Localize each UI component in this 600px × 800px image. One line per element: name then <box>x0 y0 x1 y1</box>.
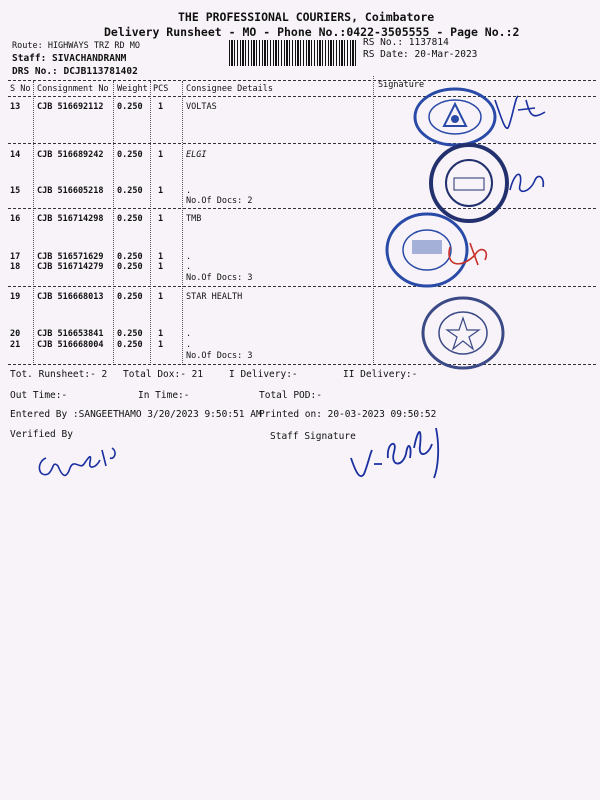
table-row: 16 CJB 516714298 0.250 1 TMB <box>10 214 202 224</box>
col-consignment: Consignment No <box>37 84 109 94</box>
i-delivery: I Delivery:- <box>229 369 298 380</box>
ii-delivery: II Delivery:- <box>343 369 418 380</box>
table-row: 15 CJB 516605218 0.250 1 . <box>10 186 192 196</box>
col-sno: S No <box>10 84 31 94</box>
table-row: 21 CJB 516668004 0.250 1 . <box>10 340 192 350</box>
table-row: 18 CJB 516714279 0.250 1 . <box>10 262 192 272</box>
company-title: THE PROFESSIONAL COURIERS, Coimbatore <box>178 10 435 24</box>
docs-count: No.Of Docs: 3 <box>186 273 253 283</box>
table-row: 13 CJB 516692112 0.250 1 VOLTAS <box>10 102 217 112</box>
rs-number: RS No.: 1137814 <box>363 37 449 48</box>
voltas-signature <box>490 90 550 135</box>
total-runsheet: Tot. Runsheet:- 2 <box>10 369 108 380</box>
col-signature: Signature <box>378 80 425 90</box>
out-time: Out Time:- <box>10 390 68 401</box>
col-consignee: Consignee Details <box>186 84 273 94</box>
table-row: 20 CJB 516653841 0.250 1 . <box>10 329 192 339</box>
star-health-stamp <box>418 294 508 372</box>
runsheet-title: Delivery Runsheet - MO - Phone No.:0422-3505555 - Page No.:2 <box>104 25 520 39</box>
col-pcs: PCS <box>153 84 169 94</box>
drs-number: DRS No.: DCJB113781402 <box>12 66 138 77</box>
col-weight: Weight <box>117 84 148 94</box>
entered-by: Entered By :SANGEETHAMO 3/20/2023 9:50:51 AM <box>10 409 262 420</box>
verified-by-label: Verified By <box>10 429 73 440</box>
table-row: 14 CJB 516689242 0.250 1 ELGI <box>10 150 207 160</box>
total-dox: Total Dox:- 21 <box>123 369 204 380</box>
staff-signature-label: Staff Signature <box>270 431 356 442</box>
docs-count: No.Of Docs: 3 <box>186 351 253 361</box>
verifier-signature <box>34 440 124 490</box>
tmb-signature <box>440 235 500 275</box>
total-pod: Total POD:- <box>259 390 322 401</box>
route-label: Route: HIGHWAYS TRZ RD MO <box>12 41 140 51</box>
elgi-signature <box>505 165 550 200</box>
table-row: 19 CJB 516668013 0.250 1 STAR HEALTH <box>10 292 243 302</box>
in-time: In Time:- <box>138 390 190 401</box>
rs-date: RS Date: 20-Mar-2023 <box>363 49 478 60</box>
printed-on: Printed on: 20-03-2023 09:50:52 <box>259 409 437 420</box>
table-row: 17 CJB 516571629 0.250 1 . <box>10 252 192 262</box>
staff-signature <box>346 418 456 488</box>
staff-label: Staff: SIVACHANDRANM <box>12 53 127 64</box>
barcode <box>229 40 357 66</box>
docs-count: No.Of Docs: 2 <box>186 196 253 206</box>
